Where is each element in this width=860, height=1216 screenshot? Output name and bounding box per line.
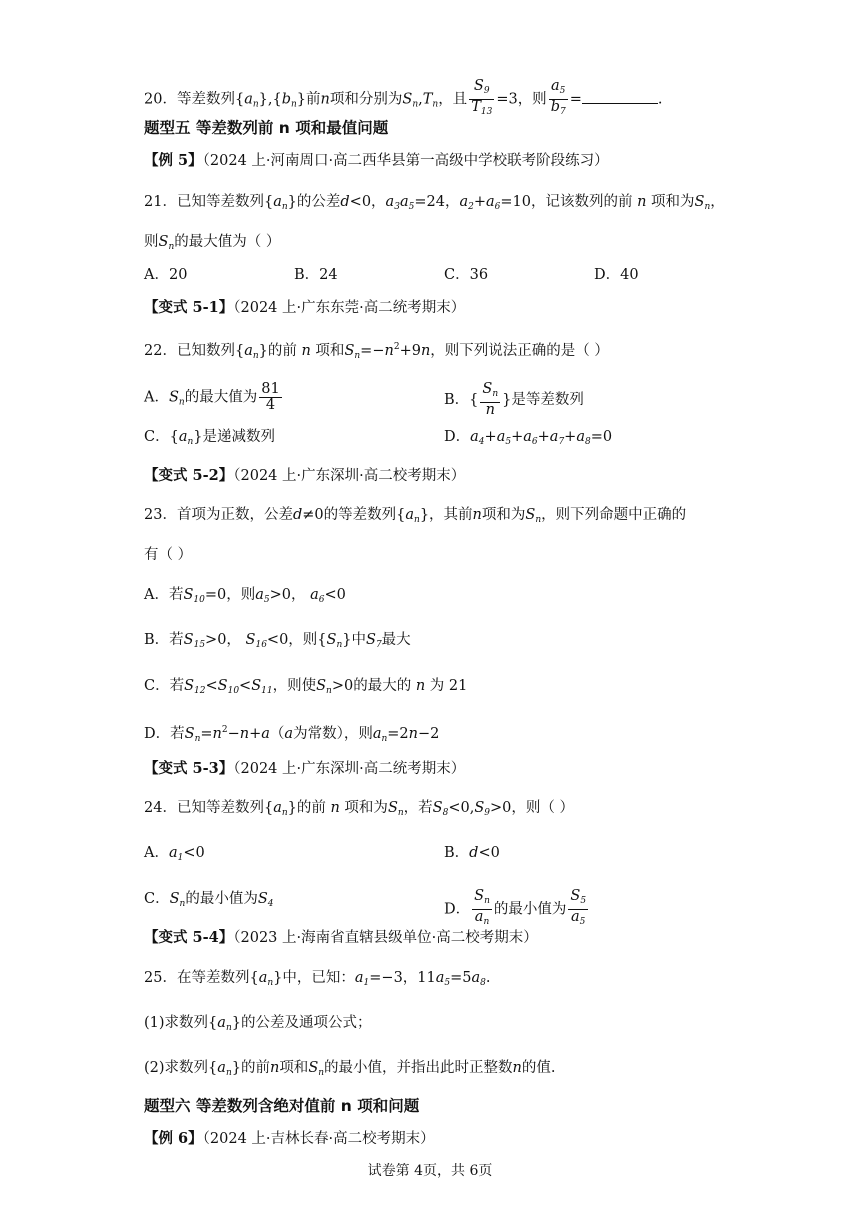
question-25: 25．在等差数列$\{a_n\}$中，已知：$a_1=-3$，$11a_5=5a_8$. [144, 970, 491, 988]
fraction: $\frac{S_5}{a_5}$ [570, 888, 587, 927]
option-a[interactable]: A．$a_1<0$ [144, 845, 205, 863]
option-c[interactable]: C．36 [444, 267, 489, 283]
question-24: 24．已知等差数列$\{a_n\}$的前 n 项和为$S_n$，若$S_8<0,S_9>0$，则（ ） [144, 800, 574, 818]
question-20: 20．等差数列$\{a_n\},\{b_n\}$前n项和分别为$S_n,T_n$，且 $\frac{S_9}{T_{13}}$ =3，则 $\frac{a_5}{b_7}$ = . [144, 79, 662, 120]
section-heading: 题型五 等差数列前 n 项和最值问题 [144, 119, 389, 137]
question-23-cont: 有（ ） [144, 547, 193, 563]
fraction: $\frac{S_n}{n}$ [482, 381, 499, 418]
example-label: 【例 5】（2024 上·河南周口·高二西华县第一高级中学校联考阶段练习） [144, 152, 609, 169]
fraction: $\frac{S_n}{a_n}$ [474, 888, 490, 927]
option-d[interactable]: D． $\frac{S_n}{a_n}$ 的最小值为 $\frac{S_5}{a_5}$ [444, 889, 590, 930]
option-a[interactable]: A．20 [144, 267, 188, 283]
fraction: $\frac{81}{4}$ [261, 381, 280, 413]
question-25-part-1: (1)求数列$\{a_n\}$的公差及通项公式； [144, 1015, 372, 1033]
fraction: $\frac{a_5}{b_7}$ [550, 78, 566, 117]
question-21-cont: 则$S_n$的最大值为（ ） [144, 234, 281, 252]
fraction: $\frac{S_9}{T_{13}}$ [471, 78, 493, 117]
answer-blank[interactable] [582, 91, 658, 104]
option-b[interactable]: B．24 [294, 267, 338, 283]
question-25-part-2: (2)求数列$\{a_n\}$的前n项和$S_n$的最小值，并指出此时正整数n的值. [144, 1060, 556, 1078]
variant-label: 【变式 5-2】（2024 上·广东深圳·高二校考期末） [144, 467, 466, 484]
option-b[interactable]: B．d<0 [444, 845, 500, 861]
page-footer: 试卷第 4页，共 6页 [367, 1163, 493, 1179]
option-b[interactable]: B．若$S_{15}>0$， $S_{16}<0$，则$\{S_n\}$中$S_7$最大 [144, 632, 411, 650]
option-c[interactable]: C．若$S_{12}<S_{10}<S_{11}$，则使$S_n>0$的最大的 n 为 21 [144, 678, 468, 696]
option-b[interactable]: B．{ $\frac{S_n}{n}$ }是等差数列 [444, 381, 584, 418]
option-d[interactable]: D．40 [594, 267, 639, 283]
option-d[interactable]: D．若$S_n=n^2-n+a(a$为常数），则$a_n=2n-2$ [144, 725, 440, 744]
variant-label: 【变式 5-4】（2023 上·海南省直辖县级单位·高二校考期末） [144, 929, 538, 946]
option-a[interactable]: A．若$S_{10}=0$，则$a_5>0$， $a_6<0$ [144, 587, 346, 605]
question-22: 22．已知数列$\{a_n\}$的前 n 项和$S_n=-n^2+9n$，则下列说法正确的是（ ） [144, 342, 609, 361]
example-label: 【例 6】（2024 上·吉林长春·高二校考期末） [144, 1130, 435, 1147]
option-c[interactable]: C．$\{a_n\}$是递减数列 [144, 429, 276, 447]
variant-label: 【变式 5-3】（2024 上·广东深圳·高二统考期末） [144, 760, 466, 777]
option-a[interactable]: A．$S_n$的最大值为 $\frac{81}{4}$ [144, 381, 280, 413]
question-23: 23．首项为正数，公差d≠0的等差数列$\{a_n\}$，其前n项和为$S_n$，则下列命题中正确的 [144, 507, 687, 525]
question-21: 21．已知等差数列$\{a_n\}$的公差d<0，$a_3a_5=24$，$a_2+a_6=10$，记该数列的前 n 项和为$S_n$， [144, 194, 725, 212]
variant-label: 【变式 5-1】（2024 上·广东东莞·高二统考期末） [144, 299, 466, 316]
option-c[interactable]: C．$S_n$的最小值为$S_4$ [144, 891, 274, 909]
section-heading: 题型六 等差数列含绝对值前 n 项和问题 [144, 1097, 420, 1115]
option-d[interactable]: D．$a_4+a_5+a_6+a_7+a_8=0$ [444, 429, 613, 447]
